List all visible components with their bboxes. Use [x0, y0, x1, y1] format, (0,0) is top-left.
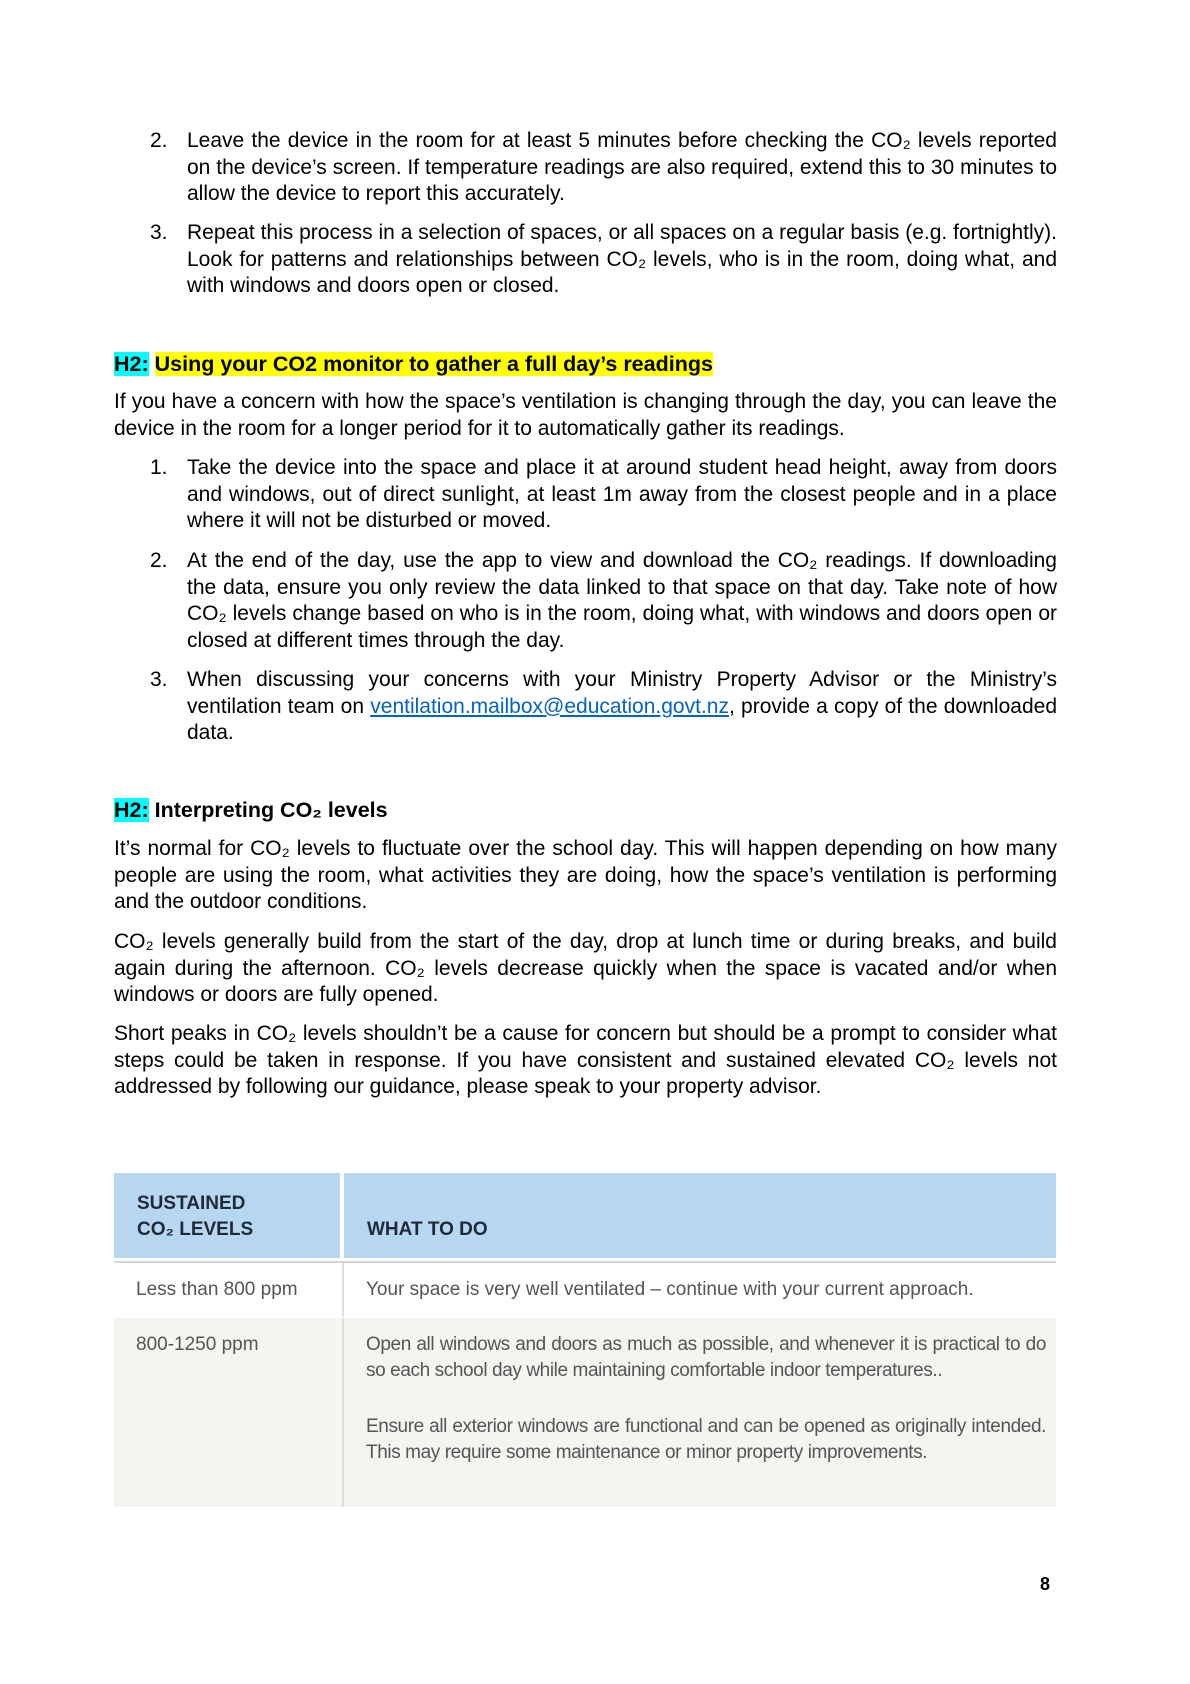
action-cell: Your space is very well ventilated – continue with your current approach. [366, 1279, 974, 1300]
list-text-part: , provide a copy of the downloaded data. [187, 694, 1057, 744]
heading-text: Using your CO2 monitor to gather a full day’s readings [154, 352, 713, 376]
list-number: 3. [150, 668, 168, 691]
header-text: WHAT TO DO [367, 1219, 488, 1240]
level-cell: Less than 800 ppm [136, 1279, 298, 1300]
header-cell-levels [114, 1173, 340, 1258]
paragraph: Short peaks in CO₂ levels shouldn’t be a cause for concern but should be a prompt to consider what steps could be taken in response. If you have consistent and sustained elevated CO₂ levels not addressed by following our guidance, please speak to your property advisor. [114, 1022, 1057, 1098]
header-text: SUSTAINED [137, 1193, 246, 1214]
list-text: Take the device into the space and place it at around student head height, away from doors and windows, out of direct sunlight, at least 1m away from the closest people and in a place where it will not be disturbed or moved. [187, 456, 1057, 532]
table-row [114, 1318, 1056, 1507]
co2-levels-table [114, 1173, 1056, 1507]
list-item [150, 220, 1057, 300]
section-heading [114, 350, 713, 378]
heading-text: Interpreting CO₂ levels [154, 798, 388, 822]
list-text: At the end of the day, use the app to view and download the CO₂ readings. If downloading the data, ensure you only review the data linked to that space on that day. Take note of how CO₂ levels change based on who is in the room, doing what, with windows and doors open or closed at different times through the day. [187, 549, 1057, 652]
heading-tag: H2: [114, 798, 149, 822]
action-text: Open all windows and doors as much as possible, and whenever it is practical to do so each school day while maintaining comfortable indoor temperatures.. [366, 1334, 1046, 1381]
list-item [150, 548, 1057, 654]
list-text-part: When discussing your concerns with your Ministry Property Advisor or the Ministry’s ventilation team on [187, 668, 1057, 718]
section-heading [114, 796, 388, 824]
intro-paragraph: If you have a concern with how the space’s ventilation is changing through the day, you can leave the device in the room for a longer period for it to automatically gather its readings. [114, 390, 1057, 440]
paragraph: It’s normal for CO₂ levels to fluctuate over the school day. This will happen depending on how many people are using the room, what activities they are doing, how the space’s ventilation is performing and the outdoor conditions. [114, 837, 1057, 913]
heading-tag: H2: [114, 352, 149, 376]
level-cell: 800-1250 ppm [136, 1334, 259, 1355]
header-cell-action [344, 1173, 1056, 1258]
list-item [150, 667, 1057, 747]
list-number: 3. [150, 221, 168, 244]
table-row [114, 1263, 1056, 1317]
list-number: 1. [150, 456, 168, 479]
paragraph: CO₂ levels generally build from the start of the day, drop at lunch time or during breaks, and build again during the afternoon. CO₂ levels decrease quickly when the space is vacated and/or when windows or doors are fully opened. [114, 930, 1057, 1006]
list-number: 2. [150, 129, 168, 152]
action-cell [366, 1332, 1046, 1466]
list-item [150, 128, 1057, 208]
list-text: Leave the device in the room for at least 5 minutes before checking the CO₂ levels reported on the device’s screen. If temperature readings are also required, extend this to 30 minutes to allow the device to report this accurately. [187, 129, 1057, 205]
action-text: Ensure all exterior windows are functional and can be opened as originally intended. This may require some maintenance or minor property improvements. [366, 1416, 1046, 1463]
email-link[interactable]: ventilation.mailbox@education.govt.nz [370, 694, 729, 718]
list-item [150, 455, 1057, 535]
list-number: 2. [150, 549, 168, 572]
page-number: 8 [1040, 1574, 1051, 1594]
list-text: Repeat this process in a selection of spaces, or all spaces on a regular basis (e.g. fortnightly). Look for patterns and relationships between CO₂ levels, who is in the room, doing what, and with windows and doors open or closed. [187, 221, 1057, 297]
list-text [187, 667, 1057, 747]
header-text: CO₂ LEVELS [137, 1219, 254, 1240]
